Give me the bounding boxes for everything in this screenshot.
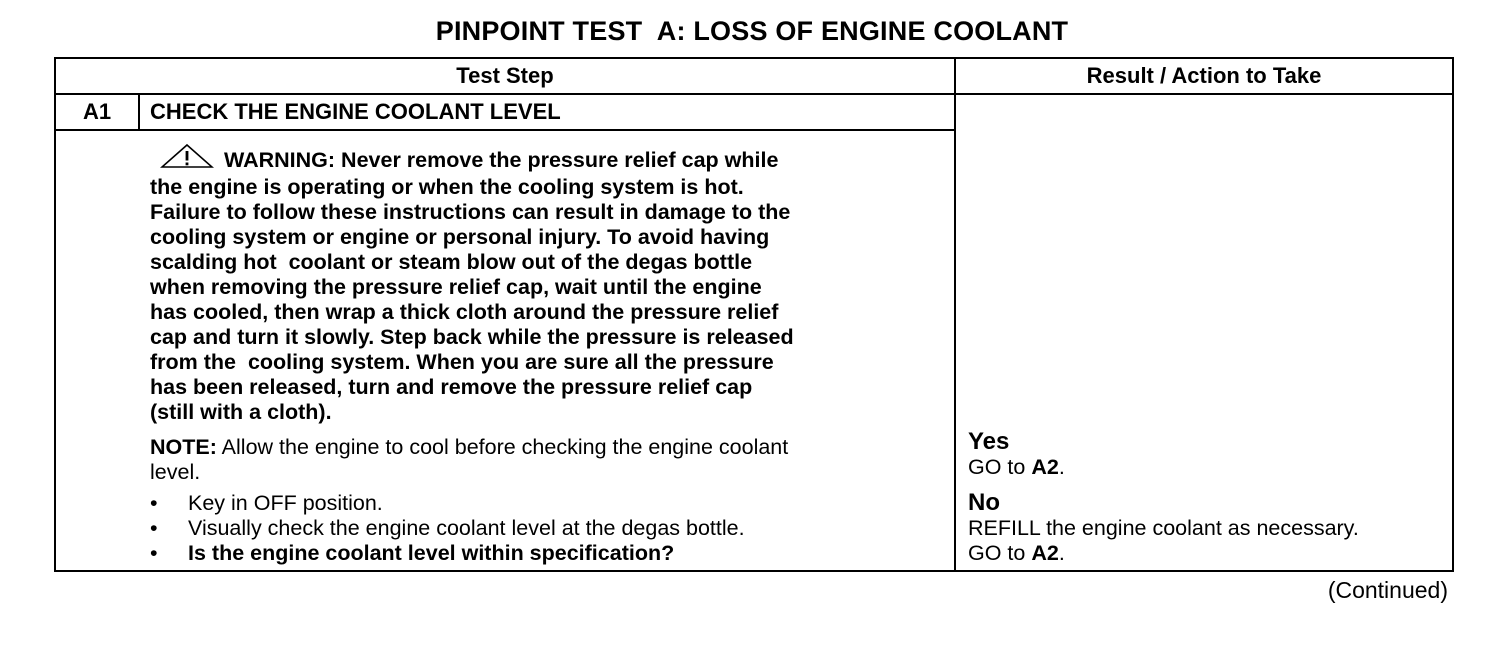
result-no: No REFILL the engine coolant as necessary. GO to A2. xyxy=(968,490,1448,566)
bullet-icon: • xyxy=(150,491,158,515)
warning-line: from the cooling system. When you are sure all the pressure xyxy=(150,350,774,374)
list-item: • Key in OFF position. xyxy=(150,491,383,515)
result-no-refill: REFILL the engine coolant as necessary. xyxy=(968,516,1359,540)
header-result-action: Result / Action to Take xyxy=(1086,63,1322,88)
column-divider xyxy=(954,59,956,570)
warning-triangle-icon xyxy=(160,143,214,175)
step-id-divider xyxy=(138,93,140,129)
bullet-icon: • xyxy=(150,541,158,565)
note-text: Allow the engine to cool before checking the engine coolant xyxy=(216,435,789,459)
header-divider xyxy=(56,93,1452,95)
list-item: • Visually check the engine coolant level at the degas bottle. xyxy=(150,516,745,540)
step-title-divider xyxy=(56,129,954,131)
warning-line: cap and turn it slowly. Step back while the pressure is released xyxy=(150,325,794,349)
warning-block xyxy=(150,143,940,425)
warning-line: WARNING: Never remove the pressure relief cap while xyxy=(150,143,940,175)
result-yes-target: A2 xyxy=(1031,455,1059,479)
result-yes: Yes GO to A2. xyxy=(968,429,1448,480)
note-block xyxy=(150,435,940,485)
continued-label: (Continued) xyxy=(1327,577,1448,603)
warning-line: when removing the pressure relief cap, wait until the engine xyxy=(150,275,762,299)
result-no-label: No xyxy=(968,489,1000,516)
step-id: A1 xyxy=(82,99,112,124)
header-test-step: Test Step xyxy=(456,63,554,88)
bullet-icon: • xyxy=(150,516,158,540)
warning-line: Failure to follow these instructions can result in damage to the xyxy=(150,200,791,224)
warning-line: scalding hot coolant or steam blow out of the degas bottle xyxy=(150,250,753,274)
result-yes-label: Yes xyxy=(968,428,1010,455)
note-text-cont: level. xyxy=(150,460,201,484)
warning-line: the engine is operating or when the cooling system is hot. xyxy=(150,175,744,199)
warning-line: (still with a cloth). xyxy=(150,400,332,424)
result-no-target: A2 xyxy=(1031,541,1059,565)
warning-line: has cooled, then wrap a thick cloth around the pressure relief xyxy=(150,300,779,324)
list-item-question: • Is the engine coolant level within specification? xyxy=(150,541,675,565)
note-label: NOTE: xyxy=(150,435,217,459)
page-title: PINPOINT TEST A: LOSS OF ENGINE COOLANT xyxy=(435,16,1069,46)
step-title: CHECK THE ENGINE COOLANT LEVEL xyxy=(150,99,561,124)
warning-line: has been released, turn and remove the pressure relief cap xyxy=(150,375,753,399)
step-bullets xyxy=(150,491,950,566)
warning-line: cooling system or engine or personal injury. To avoid having xyxy=(150,225,770,249)
pinpoint-test-table xyxy=(54,57,1454,572)
